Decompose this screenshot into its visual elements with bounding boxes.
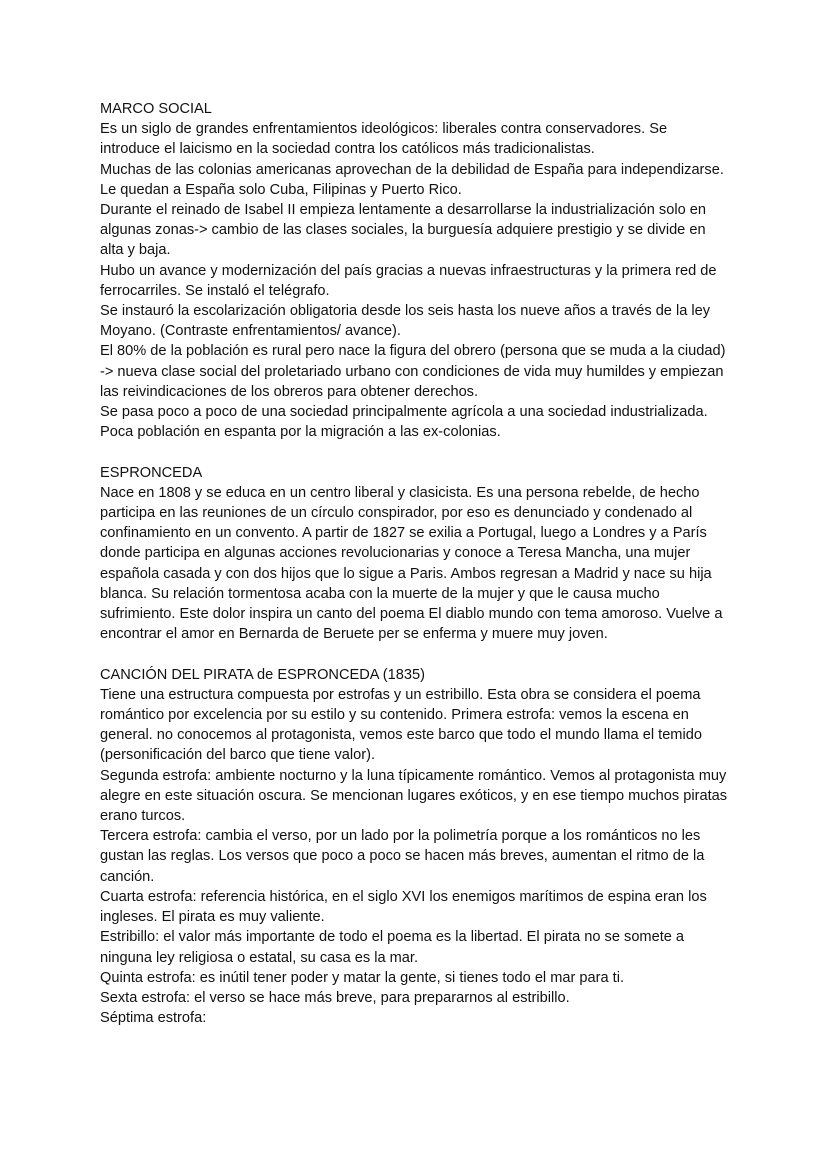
section-cancion-del-pirata <box>100 665 728 1029</box>
paragraph: Sexta estrofa: el verso se hace más breve, para prepararnos al estribillo. <box>100 989 570 1006</box>
paragraph: Tercera estrofa: cambia el verso, por un lado por la polimetría porque a los románticos no les gustan las reglas. Los versos que poco a poco se hacen más breves, aumentan el ritmo de la canción. <box>100 828 705 885</box>
paragraph: Nace en 1808 y se educa en un centro liberal y clasicista. Es una persona rebelde, de hecho participa en las reuniones de un círculo conspirador, por eso es denunciado y condenado al confinamiento en un convento. A partir de 1827 se exilia a Portugal, luego a Londres y a París donde participa en algunas acciones revolucionarias y conoce a Teresa Mancha, una mujer española casada y con dos hijos que lo sigue a Paris. Ambos regresan a Madrid y nace su hija blanca. Su relación tormentosa acaba con la muerte de la mujer y que le causa mucho sufrimiento. Este dolor inspira un canto del poema El diablo mundo con tema amoroso. Vuelve a encontrar el amor en Bernarda de Beruete per se enferma y muere muy joven. <box>100 484 723 643</box>
paragraph: Séptima estrofa: <box>100 1010 207 1027</box>
paragraph: El 80% de la población es rural pero nace la figura del obrero (persona que se muda a la ciudad) -> nueva clase social del proletariado urbano con condiciones de vida muy humildes y empiezan las reivindicaciones de los obreros para obtener derechos. <box>100 343 726 400</box>
section-heading: CANCIÓN DEL PIRATA de ESPRONCEDA (1835) <box>100 666 425 683</box>
paragraph: Poca población en espanta por la migración a las ex-colonias. <box>100 424 501 441</box>
paragraph: Es un siglo de grandes enfrentamientos ideológicos: liberales contra conservadores. Se introduce el laicismo en la sociedad contra los católicos más tradicionalistas. <box>100 121 668 158</box>
paragraph: Quinta estrofa: es inútil tener poder y matar la gente, si tienes todo el mar para ti. <box>100 969 625 986</box>
paragraph: Durante el reinado de Isabel II empieza lentamente a desarrollarse la industrialización solo en algunas zonas-> cambio de las clases sociales, la burguesía adquiere prestigio y se divide en alta y baja. <box>100 202 706 259</box>
paragraph: Tiene una estructura compuesta por estrofas y un estribillo. Esta obra se considera el poema romántico por excelencia por su estilo y su contenido. Primera estrofa: vemos la escena en general. no conocemos al protagonista, vemos este barco que todo el mundo llama el temido (personificación del barco que tiene valor). <box>100 686 702 764</box>
paragraph: Se pasa poco a poco de una sociedad principalmente agrícola a una sociedad industrializada. <box>100 404 708 421</box>
paragraph: Estribillo: el valor más importante de todo el poema es la libertad. El pirata no se somete a ninguna ley religiosa o estatal, su casa es la mar. <box>100 929 685 966</box>
document-page <box>100 99 728 1049</box>
paragraph: Se instauró la escolarización obligatoria desde los seis hasta los nueve años a través de la ley Moyano. (Contraste enfrentamientos/ avance). <box>100 303 711 340</box>
section-espronceda <box>100 463 728 645</box>
paragraph: Muchas de las colonias americanas aprovechan de la debilidad de España para independizarse. Le quedan a España solo Cuba, Filipinas y Puerto Rico. <box>100 161 724 198</box>
paragraph: Cuarta estrofa: referencia histórica, en el siglo XVI los enemigos marítimos de espina eran los ingleses. El pirata es muy valiente. <box>100 888 707 926</box>
paragraph: Hubo un avance y modernización del país gracias a nuevas infraestructuras y la primera red de ferrocarriles. Se instaló el telégrafo. <box>100 262 717 299</box>
paragraph: Segunda estrofa: ambiente nocturno y la luna típicamente romántico. Vemos al protagonista muy alegre en este situación oscura. Se mencionan lugares exóticos, y en ese tiempo muchos piratas erano turcos. <box>100 767 728 825</box>
section-heading: ESPRONCEDA <box>100 464 203 481</box>
section-marco-social <box>100 99 728 442</box>
section-heading: MARCO SOCIAL <box>100 101 212 117</box>
